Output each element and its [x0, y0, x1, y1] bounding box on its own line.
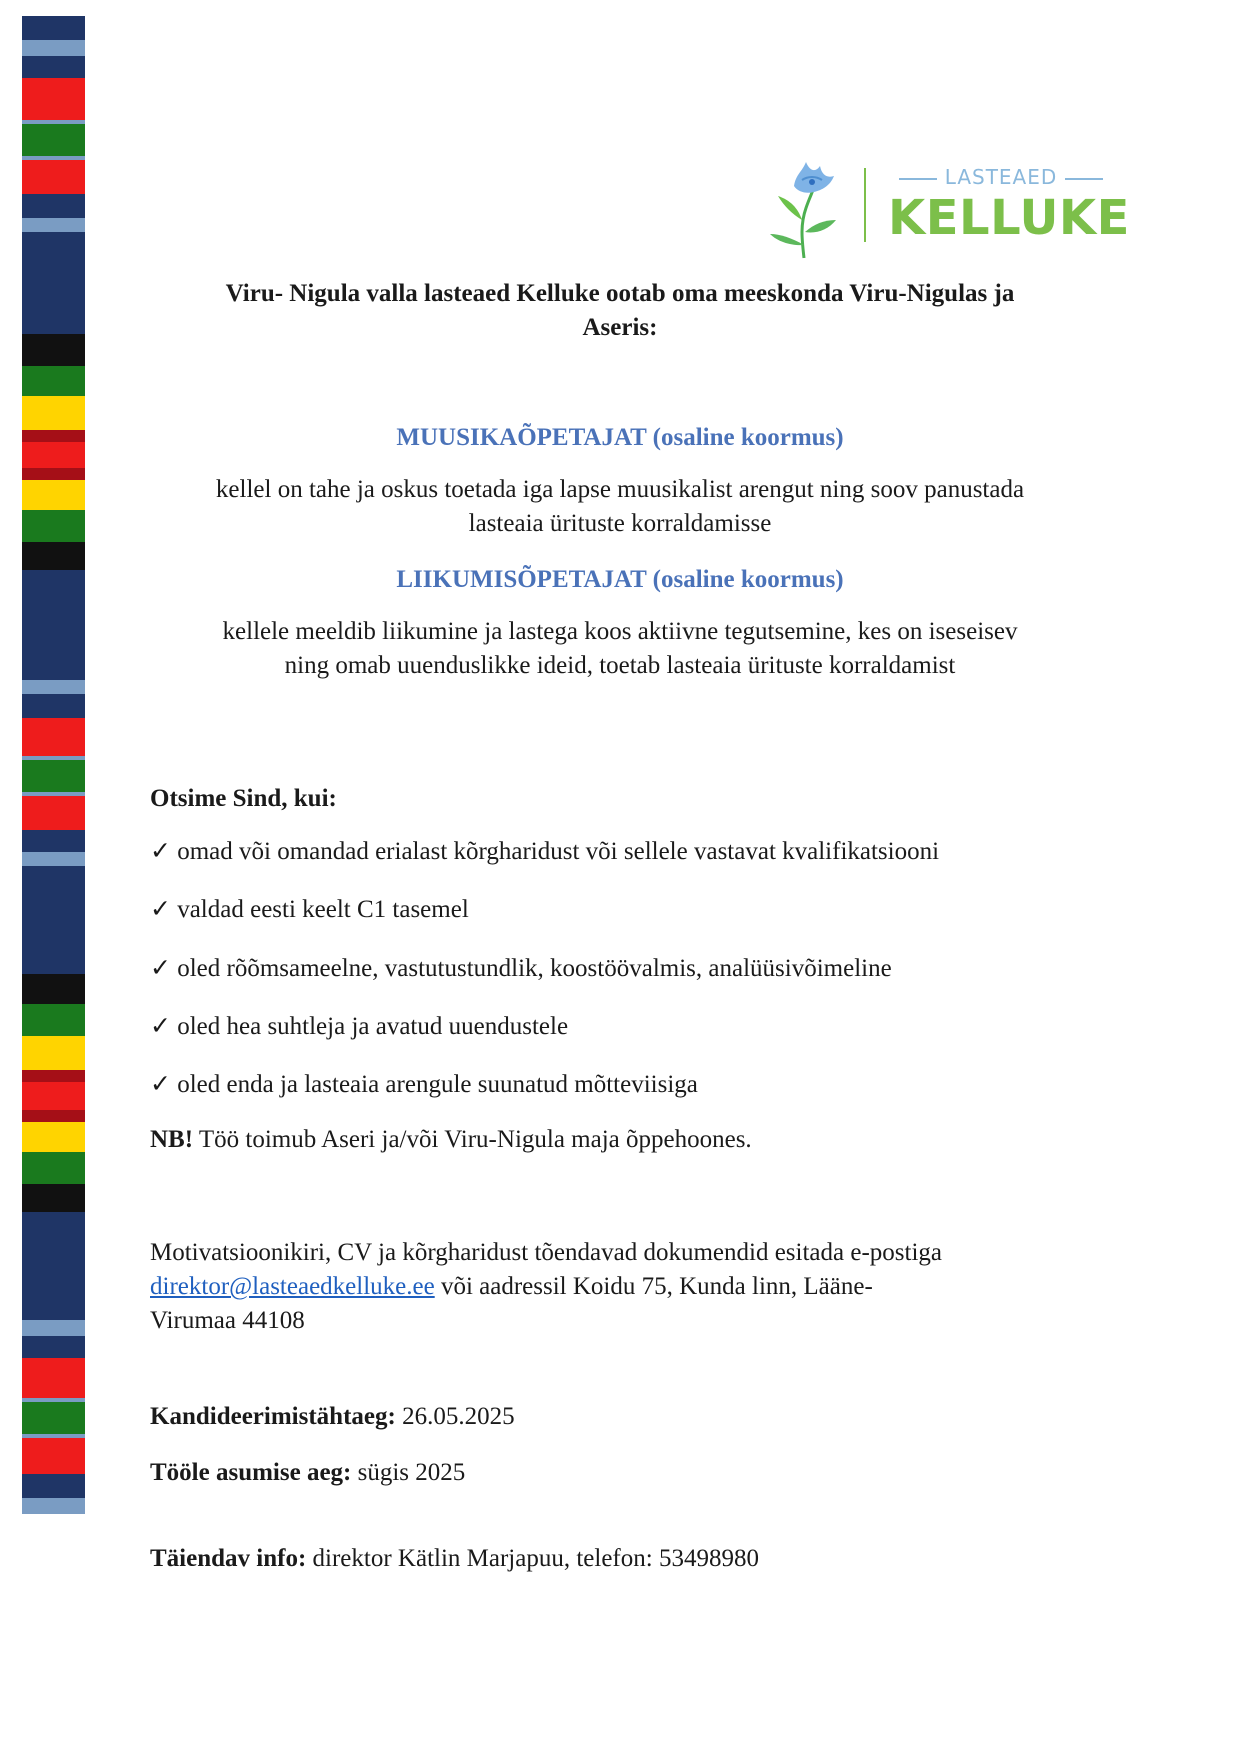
application-line: Virumaa 44108	[150, 1307, 305, 1334]
check-icon: ✓	[150, 955, 171, 982]
stripe-band	[22, 718, 85, 756]
stripe-band	[22, 1438, 85, 1474]
stripe-band	[22, 830, 85, 852]
contact-label: Täiendav info:	[150, 1545, 307, 1572]
decorative-color-stripe	[22, 16, 85, 1736]
stripe-band	[22, 1184, 85, 1212]
requirement-text: valdad eesti keelt C1 tasemel	[177, 896, 469, 923]
stripe-band	[22, 1152, 85, 1184]
intro-line-1: Viru- Nigula valla lasteaed Kelluke ootab oma meeskonda Viru-Nigulas ja	[225, 280, 1015, 307]
email-link[interactable]: direktor@lasteaedkelluke.ee	[150, 1273, 435, 1300]
requirement-item	[150, 836, 939, 868]
position-desc-movement	[130, 615, 1110, 683]
stripe-band	[22, 974, 85, 1004]
stripe-band	[22, 56, 85, 78]
requirement-text: omad või omandad erialast kõrgharidust või sellele vastavat kvalifikatsiooni	[177, 838, 940, 865]
requirement-text: oled enda ja lasteaia arengule suunatud mõtteviisiga	[177, 1071, 698, 1098]
application-line: Motivatsioonikiri, CV ja kõrgharidust tõendavad dokumendid esitada e-postiga	[150, 1239, 943, 1266]
kelluke-logo	[764, 150, 1134, 260]
stripe-band	[22, 694, 85, 718]
requirement-text: oled hea suhtleja ja avatud uuendustele	[177, 1013, 569, 1040]
stripe-band	[22, 40, 85, 56]
check-icon: ✓	[150, 896, 171, 923]
stripe-band	[22, 1336, 85, 1358]
logo-small-text: LASTEAED	[888, 165, 1114, 189]
stripe-band	[22, 194, 85, 218]
check-icon: ✓	[150, 838, 171, 865]
check-icon: ✓	[150, 1071, 171, 1098]
stripe-band	[22, 1004, 85, 1036]
stripe-band	[22, 1474, 85, 1498]
stripe-band	[22, 1320, 85, 1336]
application-instructions	[150, 1236, 1110, 1338]
stripe-band	[22, 366, 85, 396]
stripe-band	[22, 866, 85, 974]
stripe-band	[22, 160, 85, 194]
position-desc-music	[130, 473, 1110, 541]
contact-line	[150, 1543, 759, 1575]
intro-line-2: Aseris:	[582, 314, 658, 341]
note-text: Töö toimub Aseri ja/või Viru-Nigula maja õppehoones.	[198, 1126, 752, 1153]
application-address: või aadressil Koidu 75, Kunda linn, Lääne-	[440, 1273, 873, 1300]
stripe-band	[22, 680, 85, 694]
stripe-band	[22, 1358, 85, 1398]
position-title-movement: LIIKUMISÕPETAJAT (osaline koormus)	[396, 566, 844, 593]
stripe-band	[22, 542, 85, 570]
stripe-band	[22, 1498, 85, 1514]
stripe-band	[22, 334, 85, 366]
start-line	[150, 1457, 465, 1489]
desc-line: kellele meeldib liikumine ja lastega koos aktiivne tegutsemine, kes on iseseisev	[222, 618, 1018, 645]
note-line	[150, 1124, 752, 1156]
bellflower-icon	[764, 150, 844, 260]
stripe-band	[22, 1212, 85, 1320]
stripe-band	[22, 232, 85, 334]
contact-value: direktor Kätlin Marjapuu, telefon: 53498980	[312, 1545, 759, 1572]
stripe-band	[22, 442, 85, 468]
logo-big-text: KELLUKE	[888, 190, 1130, 246]
stripe-band	[22, 796, 85, 830]
stripe-band	[22, 1110, 85, 1122]
stripe-band	[22, 1070, 85, 1082]
note-label: NB!	[150, 1126, 194, 1153]
check-icon: ✓	[150, 1013, 171, 1040]
stripe-band	[22, 430, 85, 442]
stripe-band	[22, 218, 85, 232]
start-value: sügis 2025	[357, 1459, 466, 1486]
desc-line: lasteaia ürituste korraldamisse	[468, 510, 772, 537]
stripe-band	[22, 124, 85, 156]
requirement-item	[150, 1069, 698, 1101]
requirement-item	[150, 894, 469, 926]
deadline-value: 26.05.2025	[402, 1403, 515, 1430]
requirement-item	[150, 953, 892, 985]
logo-divider	[864, 168, 866, 242]
desc-line: kellel on tahe ja oskus toetada iga lapse muusikalist arengut ning soov panustada	[215, 476, 1025, 503]
stripe-band	[22, 1402, 85, 1434]
stripe-band	[22, 396, 85, 430]
stripe-band	[22, 510, 85, 542]
intro-heading	[130, 277, 1110, 345]
stripe-band	[22, 760, 85, 792]
start-label: Tööle asumise aeg:	[150, 1459, 352, 1486]
stripe-band	[22, 78, 85, 120]
stripe-band	[22, 480, 85, 510]
stripe-band	[22, 1082, 85, 1110]
deadline-line	[150, 1401, 515, 1433]
deadline-label: Kandideerimistähtaeg:	[150, 1403, 396, 1430]
requirement-text: oled rõõmsameelne, vastutustundlik, koostöövalmis, analüüsivõimeline	[177, 955, 892, 982]
position-title-music: MUUSIKAÕPETAJAT (osaline koormus)	[396, 424, 844, 451]
stripe-band	[22, 1036, 85, 1070]
stripe-band	[22, 16, 85, 40]
stripe-band	[22, 468, 85, 480]
stripe-band	[22, 852, 85, 866]
desc-line: ning omab uuenduslikke ideid, toetab lasteaia ürituste korraldamist	[284, 652, 956, 679]
requirements-heading: Otsime Sind, kui:	[150, 785, 337, 812]
requirement-item	[150, 1011, 568, 1043]
stripe-band	[22, 570, 85, 680]
stripe-band	[22, 1122, 85, 1152]
